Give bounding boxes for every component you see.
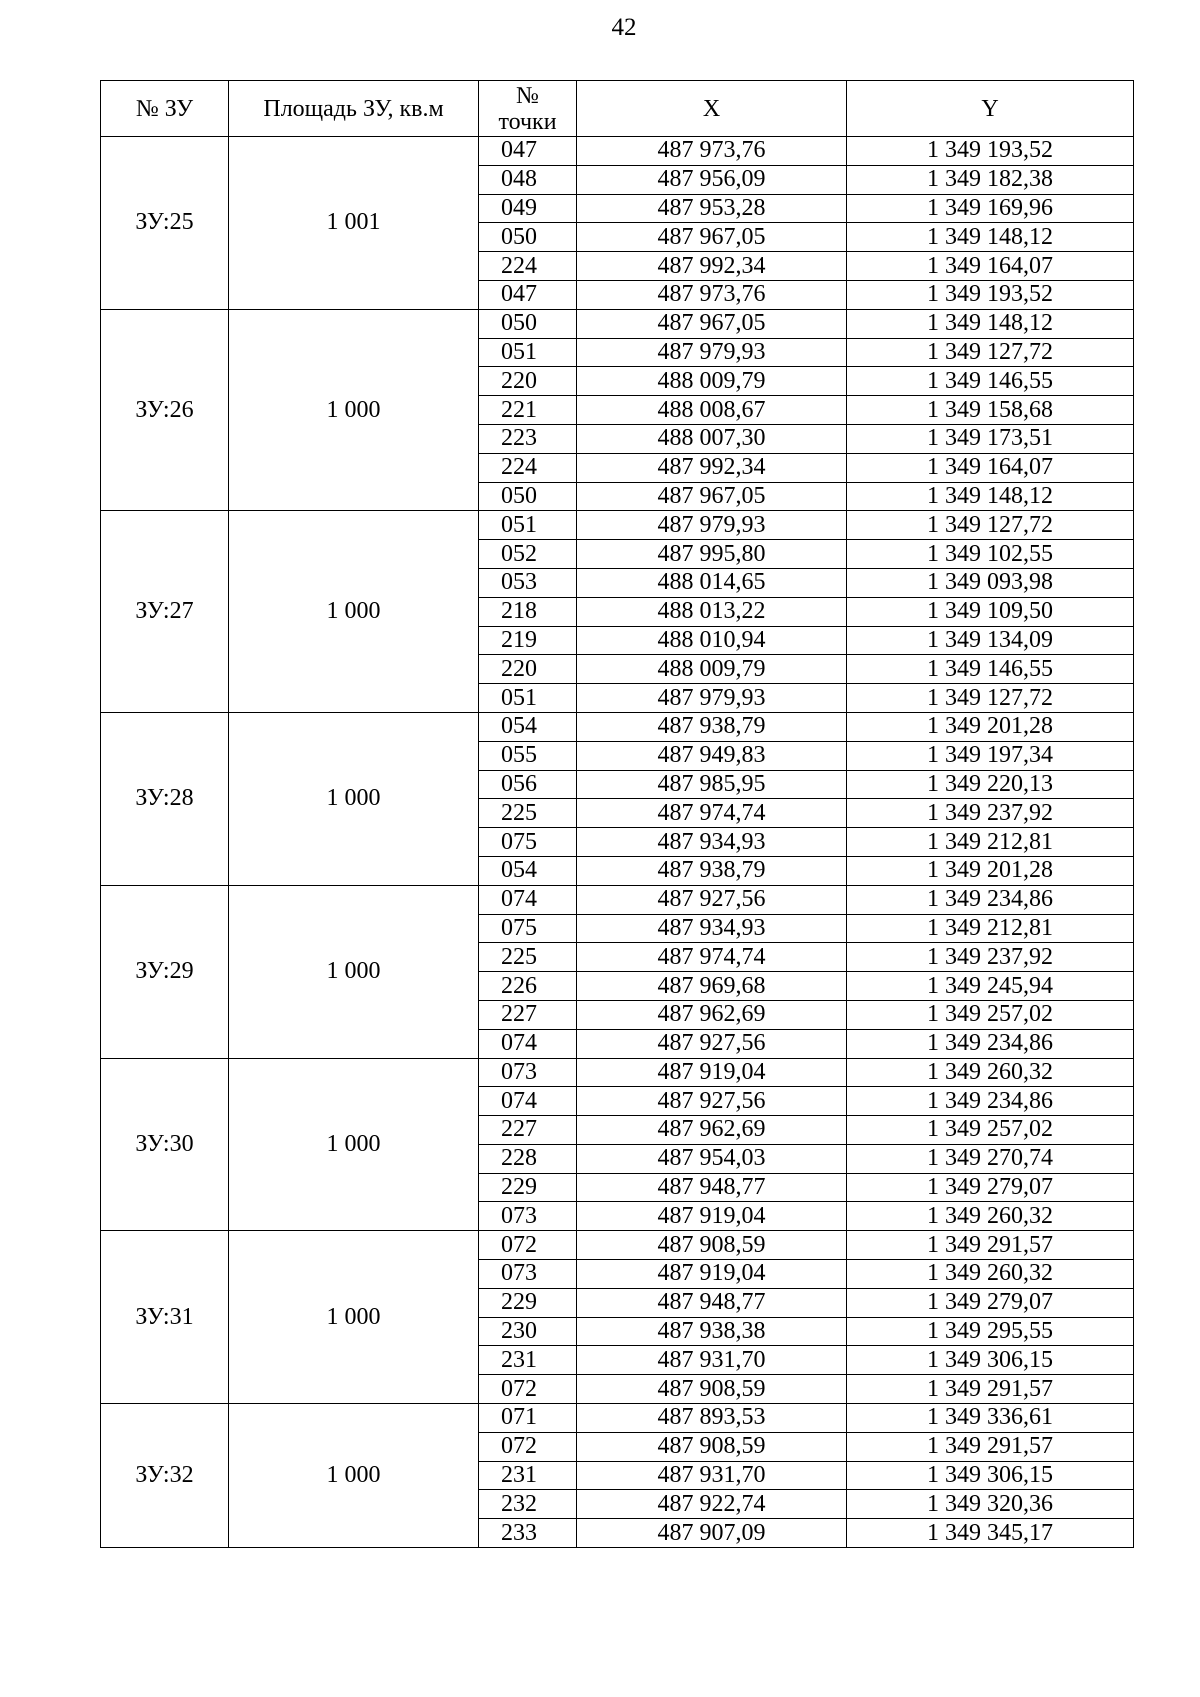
x-coordinate-cell: 488 008,67 [577,396,847,425]
y-coordinate-cell: 1 349 201,28 [847,712,1134,741]
point-number-cell: 232 [479,1490,577,1519]
x-coordinate-cell: 488 009,79 [577,367,847,396]
point-number-cell: 220 [479,367,577,396]
y-coordinate-cell: 1 349 158,68 [847,396,1134,425]
y-coordinate-cell: 1 349 260,32 [847,1058,1134,1087]
y-coordinate-cell: 1 349 336,61 [847,1404,1134,1433]
x-coordinate-cell: 487 927,56 [577,1087,847,1116]
x-coordinate-cell: 487 967,05 [577,309,847,338]
x-coordinate-cell: 487 907,09 [577,1519,847,1548]
x-coordinate-cell: 487 927,56 [577,885,847,914]
parcel-id-cell: ЗУ:25 [101,137,229,310]
point-number-cell: 230 [479,1317,577,1346]
point-number-cell: 075 [479,828,577,857]
y-coordinate-cell: 1 349 257,02 [847,1000,1134,1029]
header-x: X [577,81,847,137]
y-coordinate-cell: 1 349 127,72 [847,511,1134,540]
parcel-area-cell: 1 000 [229,1058,479,1231]
point-number-cell: 072 [479,1375,577,1404]
x-coordinate-cell: 487 974,74 [577,943,847,972]
x-coordinate-cell: 487 953,28 [577,194,847,223]
y-coordinate-cell: 1 349 291,57 [847,1231,1134,1260]
x-coordinate-cell: 487 956,09 [577,165,847,194]
y-coordinate-cell: 1 349 127,72 [847,338,1134,367]
y-coordinate-cell: 1 349 148,12 [847,482,1134,511]
x-coordinate-cell: 487 931,70 [577,1461,847,1490]
parcel-area-cell: 1 000 [229,885,479,1058]
point-number-cell: 071 [479,1404,577,1433]
point-number-cell: 074 [479,1087,577,1116]
point-number-cell: 221 [479,396,577,425]
header-area: Площадь ЗУ, кв.м [229,81,479,137]
page-number: 42 [611,14,637,41]
y-coordinate-cell: 1 349 169,96 [847,194,1134,223]
y-coordinate-cell: 1 349 193,52 [847,137,1134,166]
parcel-id-cell: ЗУ:28 [101,712,229,885]
y-coordinate-cell: 1 349 201,28 [847,856,1134,885]
y-coordinate-cell: 1 349 260,32 [847,1260,1134,1289]
point-number-cell: 226 [479,972,577,1001]
y-coordinate-cell: 1 349 197,34 [847,741,1134,770]
parcel-id-cell: ЗУ:26 [101,309,229,511]
coordinates-table [100,80,1134,1548]
x-coordinate-cell: 487 948,77 [577,1173,847,1202]
point-number-cell: 223 [479,424,577,453]
y-coordinate-cell: 1 349 295,55 [847,1317,1134,1346]
point-number-cell: 227 [479,1000,577,1029]
y-coordinate-cell: 1 349 279,07 [847,1288,1134,1317]
x-coordinate-cell: 487 969,68 [577,972,847,1001]
point-number-cell: 233 [479,1519,577,1548]
point-number-cell: 074 [479,1029,577,1058]
point-number-cell: 056 [479,770,577,799]
y-coordinate-cell: 1 349 245,94 [847,972,1134,1001]
x-coordinate-cell: 487 967,05 [577,482,847,511]
parcel-area-cell: 1 000 [229,309,479,511]
point-number-cell: 047 [479,137,577,166]
x-coordinate-cell: 487 985,95 [577,770,847,799]
parcel-area-cell: 1 000 [229,1404,479,1548]
point-number-cell: 054 [479,856,577,885]
y-coordinate-cell: 1 349 173,51 [847,424,1134,453]
point-number-cell: 073 [479,1058,577,1087]
x-coordinate-cell: 487 974,74 [577,799,847,828]
x-coordinate-cell: 487 938,38 [577,1317,847,1346]
y-coordinate-cell: 1 349 146,55 [847,655,1134,684]
point-number-cell: 231 [479,1346,577,1375]
x-coordinate-cell: 488 007,30 [577,424,847,453]
x-coordinate-cell: 487 919,04 [577,1202,847,1231]
y-coordinate-cell: 1 349 234,86 [847,885,1134,914]
x-coordinate-cell: 487 973,76 [577,280,847,309]
x-coordinate-cell: 487 979,93 [577,511,847,540]
x-coordinate-cell: 487 931,70 [577,1346,847,1375]
point-number-cell: 054 [479,712,577,741]
x-coordinate-cell: 487 927,56 [577,1029,847,1058]
table-row [101,1231,1134,1260]
x-coordinate-cell: 487 954,03 [577,1144,847,1173]
point-number-cell: 075 [479,914,577,943]
y-coordinate-cell: 1 349 234,86 [847,1029,1134,1058]
x-coordinate-cell: 487 908,59 [577,1231,847,1260]
point-number-cell: 072 [479,1231,577,1260]
y-coordinate-cell: 1 349 148,12 [847,223,1134,252]
parcel-id-cell: ЗУ:29 [101,885,229,1058]
y-coordinate-cell: 1 349 146,55 [847,367,1134,396]
header-y: Y [847,81,1134,137]
y-coordinate-cell: 1 349 164,07 [847,453,1134,482]
table-row [101,511,1134,540]
header-point-line2: точки [498,108,557,135]
x-coordinate-cell: 487 979,93 [577,684,847,713]
point-number-cell: 055 [479,741,577,770]
x-coordinate-cell: 487 938,79 [577,856,847,885]
x-coordinate-cell: 488 014,65 [577,568,847,597]
y-coordinate-cell: 1 349 220,13 [847,770,1134,799]
point-number-cell: 220 [479,655,577,684]
x-coordinate-cell: 488 013,22 [577,597,847,626]
point-number-cell: 051 [479,338,577,367]
x-coordinate-cell: 488 009,79 [577,655,847,684]
y-coordinate-cell: 1 349 257,02 [847,1116,1134,1145]
x-coordinate-cell: 487 893,53 [577,1404,847,1433]
y-coordinate-cell: 1 349 291,57 [847,1432,1134,1461]
y-coordinate-cell: 1 349 212,81 [847,828,1134,857]
point-number-cell: 229 [479,1173,577,1202]
point-number-cell: 050 [479,309,577,338]
y-coordinate-cell: 1 349 237,92 [847,943,1134,972]
parcel-id-cell: ЗУ:30 [101,1058,229,1231]
x-coordinate-cell: 487 922,74 [577,1490,847,1519]
x-coordinate-cell: 487 948,77 [577,1288,847,1317]
point-number-cell: 073 [479,1260,577,1289]
point-number-cell: 228 [479,1144,577,1173]
point-number-cell: 227 [479,1116,577,1145]
point-number-cell: 225 [479,799,577,828]
x-coordinate-cell: 487 979,93 [577,338,847,367]
point-number-cell: 051 [479,511,577,540]
y-coordinate-cell: 1 349 134,09 [847,626,1134,655]
y-coordinate-cell: 1 349 291,57 [847,1375,1134,1404]
point-number-cell: 231 [479,1461,577,1490]
y-coordinate-cell: 1 349 260,32 [847,1202,1134,1231]
y-coordinate-cell: 1 349 279,07 [847,1173,1134,1202]
x-coordinate-cell: 487 962,69 [577,1000,847,1029]
header-point [479,81,577,137]
x-coordinate-cell: 487 908,59 [577,1375,847,1404]
table-row [101,885,1134,914]
x-coordinate-cell: 487 908,59 [577,1432,847,1461]
y-coordinate-cell: 1 349 164,07 [847,252,1134,281]
header-zu: № ЗУ [101,81,229,137]
point-number-cell: 073 [479,1202,577,1231]
point-number-cell: 052 [479,540,577,569]
y-coordinate-cell: 1 349 270,74 [847,1144,1134,1173]
point-number-cell: 050 [479,223,577,252]
point-number-cell: 225 [479,943,577,972]
x-coordinate-cell: 487 919,04 [577,1058,847,1087]
x-coordinate-cell: 487 919,04 [577,1260,847,1289]
parcel-area-cell: 1 001 [229,137,479,310]
x-coordinate-cell: 488 010,94 [577,626,847,655]
x-coordinate-cell: 487 973,76 [577,137,847,166]
point-number-cell: 074 [479,885,577,914]
y-coordinate-cell: 1 349 193,52 [847,280,1134,309]
table-row [101,309,1134,338]
header-point-line1: № [516,82,539,109]
table-row [101,137,1134,166]
point-number-cell: 049 [479,194,577,223]
point-number-cell: 050 [479,482,577,511]
point-number-cell: 047 [479,280,577,309]
x-coordinate-cell: 487 934,93 [577,914,847,943]
y-coordinate-cell: 1 349 237,92 [847,799,1134,828]
y-coordinate-cell: 1 349 212,81 [847,914,1134,943]
point-number-cell: 218 [479,597,577,626]
parcel-id-cell: ЗУ:27 [101,511,229,713]
table-header-row [101,81,1134,137]
y-coordinate-cell: 1 349 127,72 [847,684,1134,713]
table-row [101,1058,1134,1087]
y-coordinate-cell: 1 349 102,55 [847,540,1134,569]
y-coordinate-cell: 1 349 234,86 [847,1087,1134,1116]
point-number-cell: 051 [479,684,577,713]
parcel-area-cell: 1 000 [229,1231,479,1404]
y-coordinate-cell: 1 349 093,98 [847,568,1134,597]
x-coordinate-cell: 487 995,80 [577,540,847,569]
point-number-cell: 048 [479,165,577,194]
x-coordinate-cell: 487 949,83 [577,741,847,770]
parcel-id-cell: ЗУ:31 [101,1231,229,1404]
y-coordinate-cell: 1 349 320,36 [847,1490,1134,1519]
x-coordinate-cell: 487 938,79 [577,712,847,741]
y-coordinate-cell: 1 349 182,38 [847,165,1134,194]
parcel-area-cell: 1 000 [229,712,479,885]
point-number-cell: 053 [479,568,577,597]
x-coordinate-cell: 487 992,34 [577,453,847,482]
point-number-cell: 229 [479,1288,577,1317]
y-coordinate-cell: 1 349 345,17 [847,1519,1134,1548]
x-coordinate-cell: 487 967,05 [577,223,847,252]
x-coordinate-cell: 487 934,93 [577,828,847,857]
table-row [101,712,1134,741]
x-coordinate-cell: 487 962,69 [577,1116,847,1145]
y-coordinate-cell: 1 349 306,15 [847,1346,1134,1375]
table-row [101,1404,1134,1433]
parcel-area-cell: 1 000 [229,511,479,713]
y-coordinate-cell: 1 349 148,12 [847,309,1134,338]
table-body [101,137,1134,1548]
point-number-cell: 219 [479,626,577,655]
point-number-cell: 072 [479,1432,577,1461]
point-number-cell: 224 [479,453,577,482]
parcel-id-cell: ЗУ:32 [101,1404,229,1548]
y-coordinate-cell: 1 349 109,50 [847,597,1134,626]
x-coordinate-cell: 487 992,34 [577,252,847,281]
y-coordinate-cell: 1 349 306,15 [847,1461,1134,1490]
point-number-cell: 224 [479,252,577,281]
